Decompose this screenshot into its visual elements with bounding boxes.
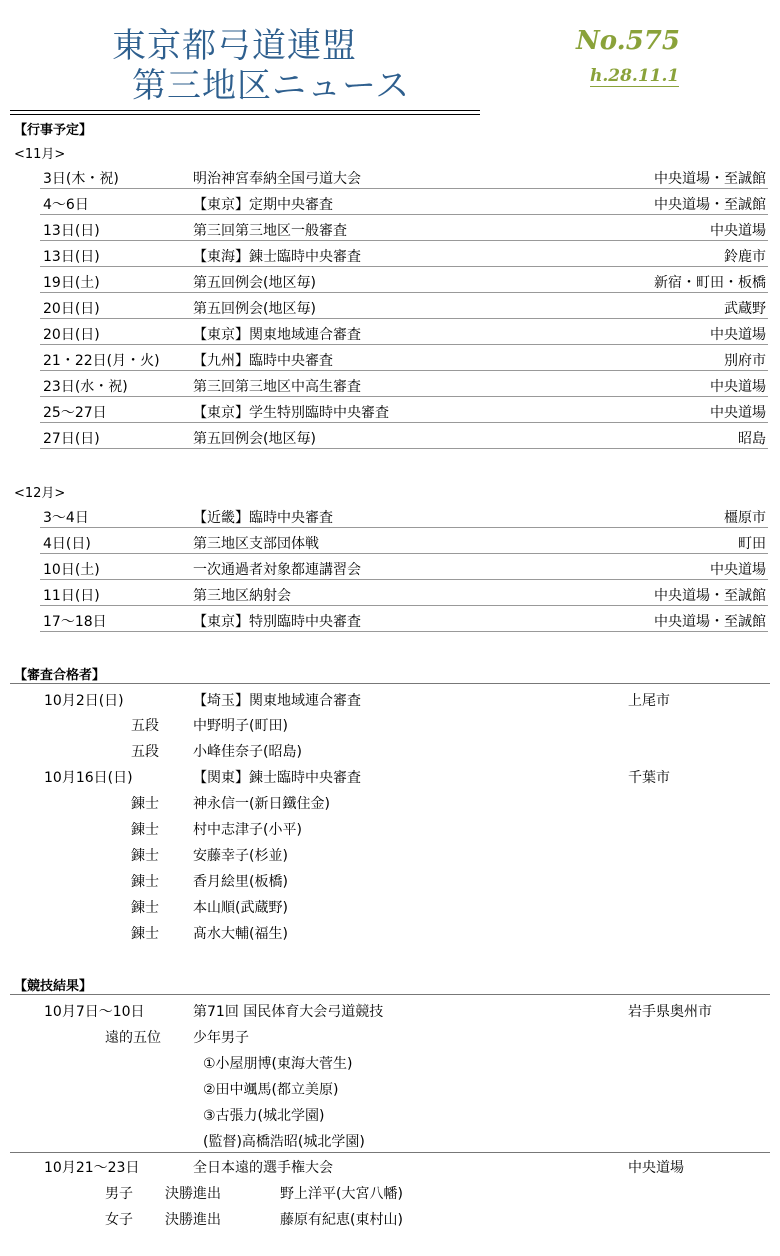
result-event: 第71回 国民体育大会弓道競技	[193, 1004, 384, 1020]
schedule-place: 中央道場・至誠館	[654, 614, 766, 630]
month-label-november: <11月>	[14, 147, 66, 162]
schedule-row	[40, 294, 768, 319]
schedule-event: 第三回第三地区中高生審査	[193, 379, 361, 395]
schedule-date: 11日(日)	[43, 588, 100, 604]
schedule-date: 20日(日)	[43, 301, 100, 317]
result-gender: 男子	[105, 1186, 133, 1202]
result-member: (監督)高橋浩昭(城北学園)	[203, 1134, 365, 1150]
schedule-row	[40, 555, 768, 580]
schedule-row	[40, 529, 768, 554]
schedule-event: 明治神宮奉納全国弓道大会	[193, 171, 361, 187]
month-label-december: <12月>	[14, 486, 66, 501]
passer-rank: 錬士	[131, 822, 159, 838]
schedule-place: 中央道場	[710, 327, 766, 343]
schedule-row	[40, 346, 768, 371]
schedule-date: 4日(日)	[43, 536, 91, 552]
schedule-place: 中央道場・至誠館	[654, 197, 766, 213]
results-heading: 【競技結果】	[14, 979, 93, 994]
schedule-place: 中央道場・至誠館	[654, 171, 766, 187]
schedule-event: 第三地区納射会	[193, 588, 291, 604]
schedule-event: 第五回例会(地区毎)	[193, 431, 316, 447]
schedule-row	[40, 372, 768, 397]
passer-name: 神永信一(新日鐵住金)	[193, 796, 330, 812]
schedule-row	[40, 607, 768, 632]
schedule-place: 中央道場	[710, 223, 766, 239]
passer-rank: 錬士	[131, 900, 159, 916]
result-member: ①小屋朋博(東海大菅生)	[203, 1056, 353, 1072]
section-divider	[10, 683, 770, 684]
schedule-row	[40, 216, 768, 241]
schedule-row	[40, 503, 768, 528]
schedule-row	[40, 581, 768, 606]
schedule-date: 3～4日	[43, 510, 89, 526]
result-name: 野上洋平(大宮八幡)	[280, 1186, 403, 1202]
result-award: 遠的五位	[105, 1030, 161, 1046]
schedule-event: 【東京】学生特別臨時中央審査	[193, 405, 389, 421]
schedule-place: 別府市	[724, 353, 766, 369]
passer-group-place: 上尾市	[628, 693, 670, 709]
schedule-place: 中央道場	[710, 562, 766, 578]
title-line-2: 第三地区ニュース	[132, 66, 411, 106]
issue-number: No.575	[576, 26, 680, 56]
schedule-place: 町田	[738, 536, 766, 552]
schedule-place: 橿原市	[724, 510, 766, 526]
schedule-row	[40, 190, 768, 215]
schedule-place: 中央道場	[710, 379, 766, 395]
schedule-date: 27日(日)	[43, 431, 100, 447]
schedule-heading: 【行事予定】	[14, 123, 93, 138]
passer-name: 香月絵里(板橋)	[193, 874, 288, 890]
result-status: 決勝進出	[165, 1186, 221, 1202]
passer-rank: 錬士	[131, 796, 159, 812]
schedule-date: 20日(日)	[43, 327, 100, 343]
passer-name: 村中志津子(小平)	[193, 822, 302, 838]
result-gender: 女子	[105, 1212, 133, 1228]
section-divider	[10, 994, 770, 995]
passer-rank: 五段	[131, 718, 159, 734]
result-place: 中央道場	[628, 1160, 684, 1176]
passer-group-place: 千葉市	[628, 770, 670, 786]
result-status: 決勝進出	[165, 1212, 221, 1228]
result-category: 少年男子	[193, 1030, 249, 1046]
result-date: 10月21～23日	[44, 1160, 140, 1176]
passer-name: 中野明子(町田)	[193, 718, 288, 734]
schedule-date: 25～27日	[43, 405, 107, 421]
schedule-place: 鈴鹿市	[724, 249, 766, 265]
schedule-event: 【東京】定期中央審査	[193, 197, 333, 213]
passers-heading: 【審査合格者】	[14, 668, 106, 683]
schedule-place: 中央道場	[710, 405, 766, 421]
result-place: 岩手県奥州市	[628, 1004, 712, 1020]
schedule-date: 3日(木・祝)	[43, 171, 119, 187]
schedule-place: 昭島	[738, 431, 766, 447]
result-divider	[10, 1152, 770, 1153]
schedule-date: 19日(土)	[43, 275, 100, 291]
passer-name: 安藤幸子(杉並)	[193, 848, 288, 864]
header-rule	[10, 110, 480, 111]
schedule-date: 13日(日)	[43, 249, 100, 265]
schedule-date: 10日(土)	[43, 562, 100, 578]
issue-date: h.28.11.1	[590, 66, 680, 86]
result-name: 藤原有紀恵(東村山)	[280, 1212, 403, 1228]
schedule-date: 4～6日	[43, 197, 89, 213]
schedule-event: 第五回例会(地区毎)	[193, 275, 316, 291]
schedule-event: 【東京】関東地域連合審査	[193, 327, 361, 343]
schedule-row	[40, 398, 768, 423]
schedule-date: 13日(日)	[43, 223, 100, 239]
schedule-place: 武蔵野	[724, 301, 766, 317]
passer-group-date: 10月16日(日)	[44, 770, 133, 786]
schedule-event: 【近畿】臨時中央審査	[193, 510, 333, 526]
schedule-event: 【東海】錬士臨時中央審査	[193, 249, 361, 265]
passer-group-date: 10月2日(日)	[44, 693, 124, 709]
passer-group-event: 【埼玉】関東地域連合審査	[193, 693, 361, 709]
result-date: 10月7日～10日	[44, 1004, 145, 1020]
passer-name: 本山順(武蔵野)	[193, 900, 288, 916]
result-member: ②田中颯馬(都立美原)	[203, 1082, 339, 1098]
schedule-event: 【東京】特別臨時中央審査	[193, 614, 361, 630]
schedule-place: 中央道場・至誠館	[654, 588, 766, 604]
passer-group-event: 【関東】錬士臨時中央審査	[193, 770, 361, 786]
passer-name: 髙水大輔(福生)	[193, 926, 288, 942]
schedule-event: 【九州】臨時中央審査	[193, 353, 333, 369]
passer-rank: 五段	[131, 744, 159, 760]
result-member: ③古張力(城北学園)	[203, 1108, 325, 1124]
schedule-row	[40, 320, 768, 345]
title-line-1: 東京都弓道連盟	[112, 26, 357, 66]
passer-name: 小峰佳奈子(昭島)	[193, 744, 302, 760]
schedule-row	[40, 164, 768, 189]
schedule-place: 新宿・町田・板橋	[654, 275, 766, 291]
schedule-date: 21・22日(月・火)	[43, 353, 160, 369]
passer-rank: 錬士	[131, 848, 159, 864]
passer-rank: 錬士	[131, 874, 159, 890]
passer-rank: 錬士	[131, 926, 159, 942]
schedule-row	[40, 424, 768, 449]
schedule-date: 17～18日	[43, 614, 107, 630]
header-rule	[10, 114, 480, 115]
schedule-event: 第三地区支部団体戦	[193, 536, 319, 552]
schedule-row	[40, 242, 768, 267]
schedule-row	[40, 268, 768, 293]
schedule-date: 23日(水・祝)	[43, 379, 128, 395]
schedule-event: 一次通過者対象都連講習会	[193, 562, 361, 578]
schedule-event: 第三回第三地区一般審査	[193, 223, 347, 239]
result-event: 全日本遠的選手権大会	[193, 1160, 333, 1176]
schedule-event: 第五回例会(地区毎)	[193, 301, 316, 317]
